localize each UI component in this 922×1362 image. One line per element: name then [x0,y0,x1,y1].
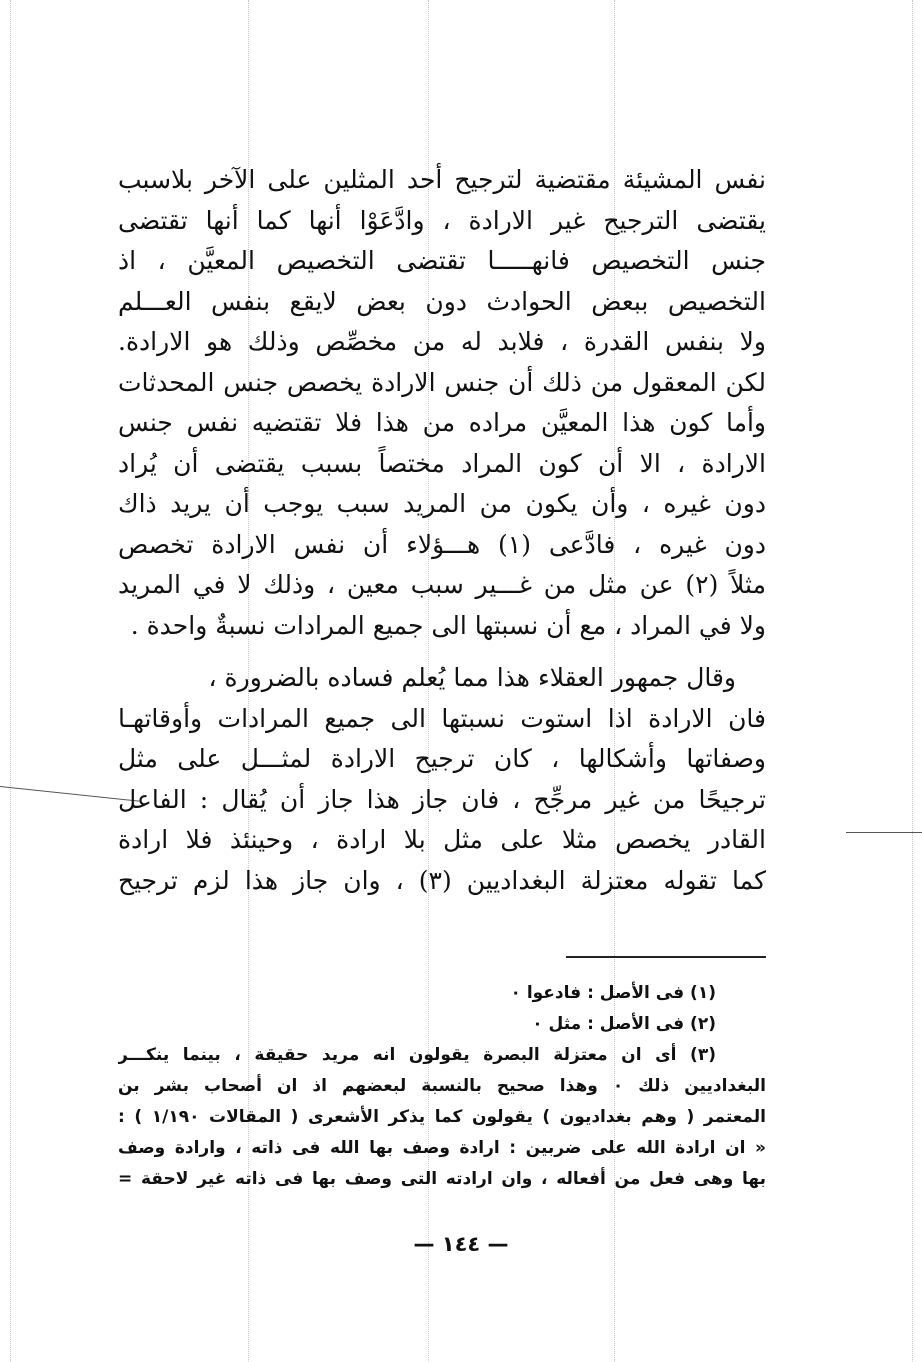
footnote-continuation: بها وهى فعل من أفعاله ، وان ارادته التى وصف بها فى ذاته غير لاحقة = [118,1169,766,1189]
text-line: دون غيره ، فادَّعى (١) هـــؤلاء أن نفس الارادة تخصص [118,529,766,559]
footnote-continuation: « ان ارادة الله على ضربين : ارادة وصف بها الله فى ذاته ، وارادة وصف [118,1138,766,1158]
footnote: (١) فى الأصل : فادعوا ٠ [510,983,716,1003]
paragraph-gap [118,646,766,658]
text-line: ولا بنفس القدرة ، فلابد له من مخصِّص وذلك هو الارادة. [118,327,766,356]
text-line: كما تقوله معتزلة البغداديين (٣) ، وان جاز هذا لزم ترجيح [118,865,766,895]
text-line: مثلاً (٢) عن مثل من غـــير سبب معين ، وذلك لا في المريد [118,570,766,599]
text-line: جنس التخصيص فانهـــــا تقتضى التخصيص المعيَّن ، اذ [118,246,766,275]
text-line: التخصيص ببعض الحوادث دون بعض لايقع بنفس العـــلم [118,286,766,316]
text-line: ولا في المراد ، مع أن نسبتها الى جميع المرادات نسبةٌ واحدة . [130,610,766,640]
text-line: يقتضى الترجيح غير الارادة ، وادَّعَوْا أنها كما أنها تقتضى [118,205,766,235]
footnote-continuation: البغداديين ذلك ٠ وهذا صحيح بالنسبة لبعضهم اذ ان أصحاب بشر بن [118,1076,766,1096]
text-line: فان الارادة اذا استوت نسبتها الى جميع المرادات وأوقاتهـا [118,703,766,733]
scan-artifact-line [846,832,922,833]
text-line: وصفاتها وأشكالها ، كان ترجيح الارادة لمثـــل على مثل [118,744,766,773]
scan-guide-line [912,0,913,1362]
main-text [118,160,766,901]
page-number: — ١٤٤ — [413,1232,509,1256]
text-line: القادر يخصص مثلا على مثل بلا ارادة ، وحينئذ فلا ارادة [118,825,766,854]
text-line: ترجيحًا من غير مرجِّح ، فان جاز هذا جاز أن يُقال : الفاعل [118,784,766,814]
footnote: (٢) فى الأصل : مثل ٠ [532,1014,716,1034]
text-line: وقال جمهور العقلاء هذا مما يُعلم فساده بالضرورة ، [208,663,736,692]
footnote: (٣) أى ان معتزلة البصرة يقولون انه مريد حقيقة ، بينما ينكـــر [118,1045,716,1065]
footnotes [118,978,766,1195]
footnote-separator [566,956,766,958]
text-line: نفس المشيئة مقتضية لترجيح أحد المثلين على الآخر بلاسبب [118,165,766,194]
text-line: الارادة ، الا أن كون المراد مختصاً بسبب يقتضى أن يُراد [118,448,766,478]
footnote-continuation: المعتمر ( وهم بغداديون ) يقولون كما يذكر الأشعرى ( المقالات ١/١٩٠ ) : [118,1107,766,1127]
text-line: وأما كون هذا المعيَّن مراده من هذا فلا تقتضيه نفس جنس [118,408,766,437]
text-line: لكن المعقول من ذلك أن جنس الارادة يخصص جنس المحدثات [118,367,766,397]
text-line: دون غيره ، وأن يكون من المريد سبب يوجب أن يريد ذاك [118,489,766,518]
scan-guide-line [10,0,11,1362]
